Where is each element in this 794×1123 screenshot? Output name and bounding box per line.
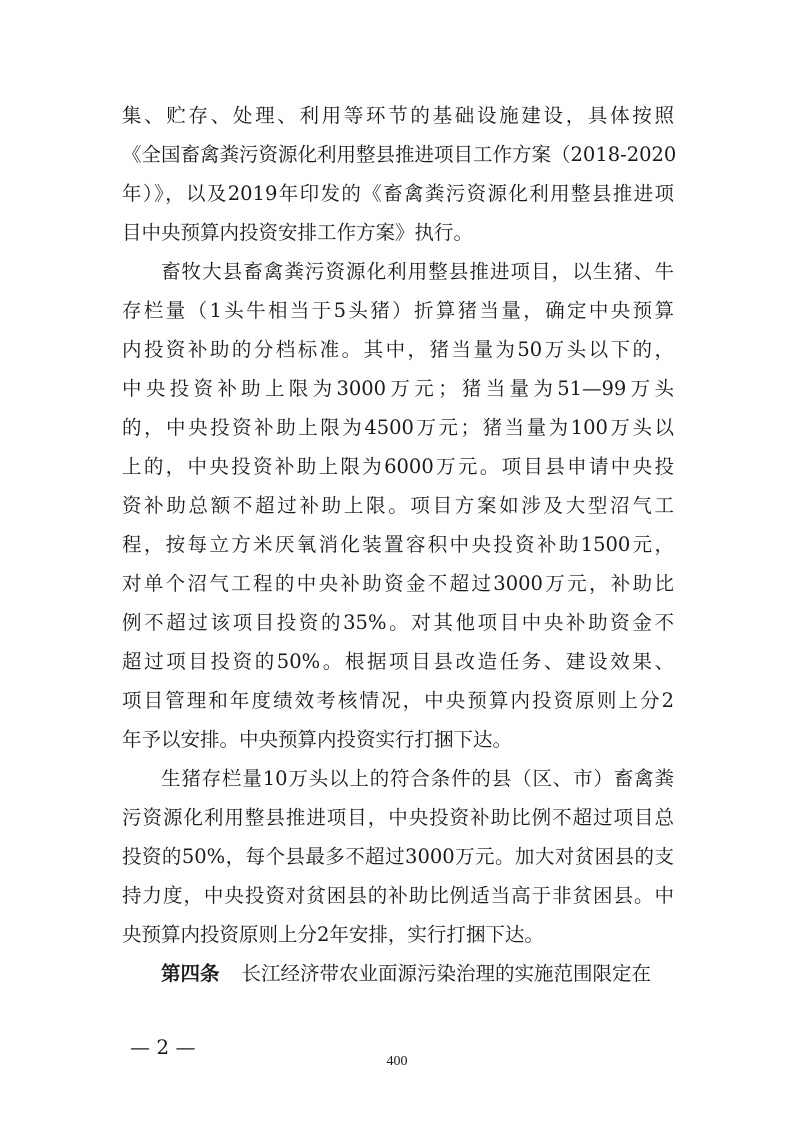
text-line: 超过项目投资的50%。根据项目县改造任务、建设效果、 <box>122 650 674 673</box>
article-line <box>122 954 674 993</box>
text-line: 污资源化利用整县推进项目，中央投资补助比例不超过项目总 <box>122 806 674 829</box>
text-line: 集、贮存、处理、利用等环节的基础设施建设，具体按照 <box>122 104 674 127</box>
text-line: 中央投资补助上限为3000万元；猪当量为51—99万头 <box>122 377 674 400</box>
article-heading: 第四条 <box>161 962 220 985</box>
text-line: 央预算内投资原则上分2年安排，实行打捆下达。 <box>122 923 544 946</box>
text-line: 畜牧大县畜禽粪污资源化利用整县推进项目，以生猪、牛 <box>161 260 674 283</box>
text-line: 例不超过该项目投资的35%。对其他项目中央补助资金不 <box>122 611 674 634</box>
text-line: 《全国畜禽粪污资源化利用整县推进项目工作方案（2018-2020 <box>122 143 677 166</box>
article-text: 长江经济带农业面源污染治理的实施范围限定在 <box>241 962 652 985</box>
text-line: 对单个沼气工程的中央补助资金不超过3000万元，补助比 <box>122 572 674 595</box>
text-line: 存栏量（1头牛相当于5头猪）折算猪当量，确定中央预算 <box>122 299 674 322</box>
text-line: 年）》，以及2019年印发的《畜禽粪污资源化利用整县推进项 <box>122 182 674 205</box>
text-line: 年予以安排。中央预算内投资实行打捆下达。 <box>122 728 513 751</box>
text-line: 持力度，中央投资对贫困县的补助比例适当高于非贫困县。中 <box>122 884 674 907</box>
text-line: 程，按每立方米厌氧消化装置容积中央投资补助1500元， <box>122 533 674 556</box>
text-line: 项目管理和年度绩效考核情况，中央预算内投资原则上分2 <box>122 689 674 712</box>
body-text <box>122 96 677 993</box>
page-code: 400 <box>386 1054 408 1069</box>
text-line: 目中央预算内投资安排工作方案》执行。 <box>122 221 474 244</box>
text-line: 内投资补助的分档标准。其中，猪当量为50万头以下的， <box>122 338 674 361</box>
text-line: 资补助总额不超过补助上限。项目方案如涉及大型沼气工 <box>122 494 674 517</box>
page-number: — 2 — <box>130 1035 196 1059</box>
text-line: 生猪存栏量10万头以上的符合条件的县（区、市）畜禽粪 <box>161 767 674 790</box>
text-line: 的，中央投资补助上限为4500万元；猪当量为100万头以 <box>122 416 674 439</box>
text-line: 上的，中央投资补助上限为6000万元。项目县申请中央投 <box>122 455 674 478</box>
text-line: 投资的50%，每个县最多不超过3000万元。加大对贫困县的支 <box>122 845 674 868</box>
